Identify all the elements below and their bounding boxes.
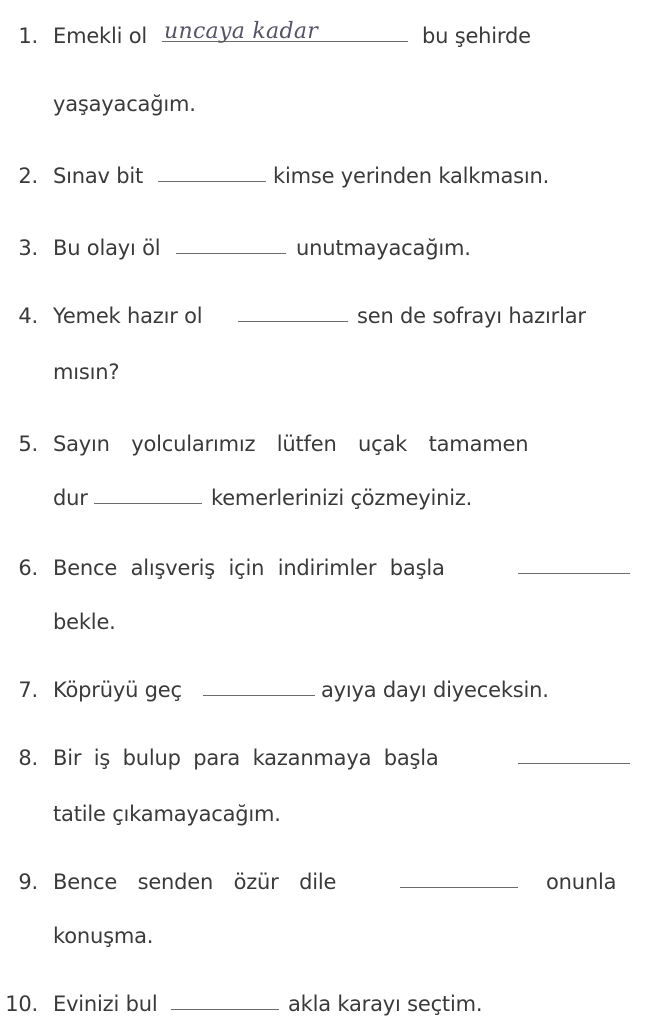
exercise-item-9 [0, 854, 658, 894]
item-number: 2. [18, 164, 38, 188]
item-text-before: Yemek hazır ol [53, 304, 203, 328]
exercise-item-8-continuation [0, 786, 658, 826]
exercise-item-1 [0, 8, 658, 48]
item-text-before: Evinizi bul [53, 992, 158, 1016]
item-number: 9. [18, 870, 38, 894]
item-text-before: Emekli ol [53, 24, 148, 48]
item-text-after: onunla [546, 870, 617, 894]
item-text-before: dur [53, 486, 88, 510]
item-text-after: bu şehirde [422, 24, 531, 48]
exercise-item-10 [0, 976, 658, 1016]
exercise-item-2 [0, 148, 658, 188]
exercise-item-9-continuation [0, 908, 658, 948]
item-text-continuation: yaşayacağım. [53, 92, 196, 116]
item-text-continuation: konuşma. [53, 924, 154, 948]
exercise-item-7 [0, 662, 658, 702]
answer-blank[interactable] [171, 1009, 279, 1010]
item-number: 8. [18, 746, 38, 770]
answer-blank[interactable] [238, 321, 348, 322]
answer-blank[interactable] [203, 695, 315, 696]
item-text-before: Köprüyü geç [53, 678, 182, 702]
item-number: 6. [18, 556, 38, 580]
exercise-item-1-continuation [0, 76, 658, 116]
item-text-before: Bence alışveriş için indirimler başla [53, 556, 445, 580]
exercise-item-4 [0, 288, 658, 328]
item-text-after: sen de sofrayı hazırlar [357, 304, 586, 328]
item-text-before: Bence senden özür dile [53, 870, 337, 894]
exercise-item-5 [0, 416, 658, 456]
answer-blank[interactable] [176, 253, 286, 254]
exercise-item-3 [0, 220, 658, 260]
item-text-continuation: tatile çıkamayacağım. [53, 802, 281, 826]
exercise-item-6-continuation [0, 594, 658, 634]
exercise-item-8 [0, 730, 658, 770]
item-number: 5. [18, 432, 38, 456]
answer-blank[interactable] [400, 887, 518, 888]
item-number: 10. [5, 992, 38, 1016]
item-number: 3. [18, 236, 38, 260]
handwritten-answer: uncaya kadar [164, 19, 319, 44]
item-number: 1. [18, 24, 38, 48]
answer-blank[interactable] [518, 573, 630, 574]
item-text-line1: Sayın yolcularımız lütfen uçak tamamen [53, 432, 529, 456]
answer-blank[interactable] [518, 763, 630, 764]
item-text-before: Sınav bit [53, 164, 144, 188]
item-text-after: kemerlerinizi çözmeyiniz. [211, 486, 473, 510]
item-number: 7. [18, 678, 38, 702]
item-text-continuation: mısın? [53, 360, 120, 384]
exercise-item-6 [0, 540, 658, 580]
item-text-before: Bu olayı öl [53, 236, 161, 260]
item-text-after: akla karayı seçtim. [288, 992, 483, 1016]
item-text-after: kimse yerinden kalkmasın. [273, 164, 550, 188]
item-text-after: ayıya dayı diyeceksin. [321, 678, 549, 702]
item-text-after: unutmayacağım. [296, 236, 471, 260]
answer-blank[interactable] [94, 503, 202, 504]
item-text-continuation: bekle. [53, 610, 116, 634]
item-number: 4. [18, 304, 38, 328]
answer-blank[interactable] [158, 181, 266, 182]
exercise-item-4-continuation [0, 344, 658, 384]
item-text-before: Bir iş bulup para kazanmaya başla [53, 746, 439, 770]
exercise-item-5-continuation [0, 470, 658, 510]
